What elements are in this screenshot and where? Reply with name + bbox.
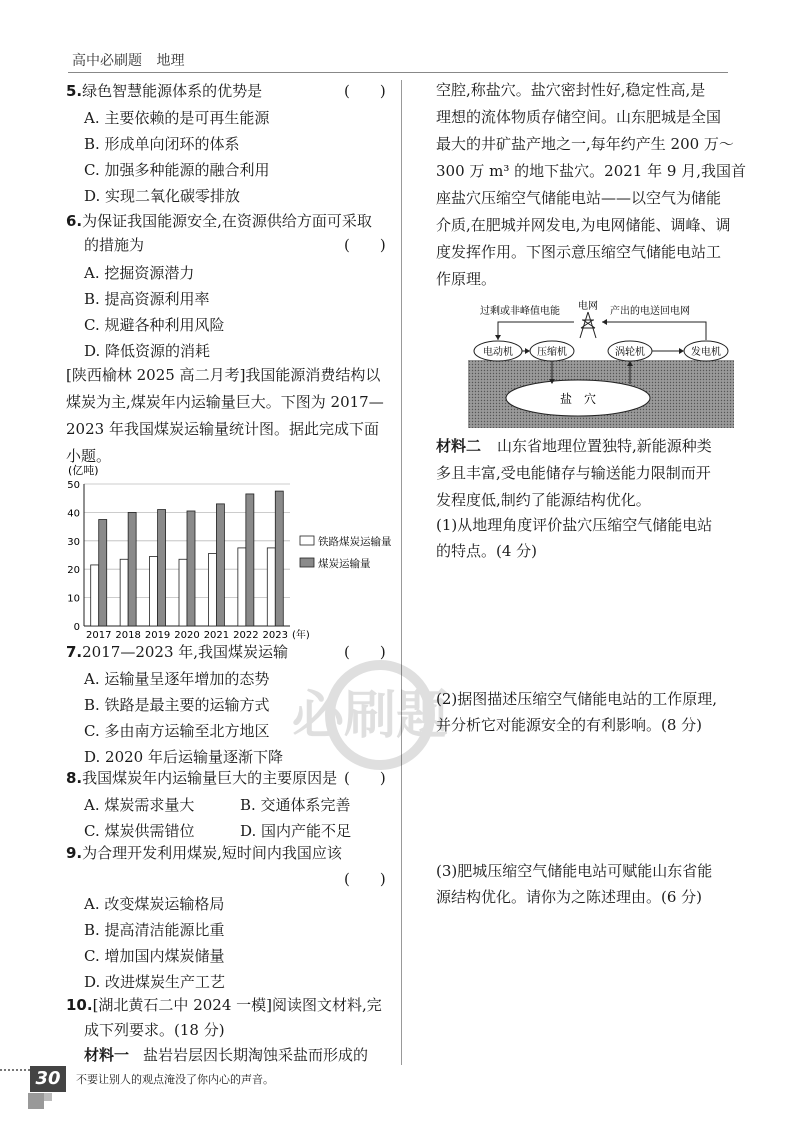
subq2-line-1: (2)据图描述压缩空气储能电站的工作原理, bbox=[436, 690, 718, 708]
legend-label: 铁路煤炭运输量 bbox=[318, 536, 392, 548]
material1-line-9: 作原理。 bbox=[436, 270, 497, 288]
q10-stem: 10.[湖北黄石二中 2024 一模]阅读图文材料,完 bbox=[66, 996, 382, 1014]
q10-stem-cont: 成下列要求。(18 分) bbox=[84, 1021, 225, 1039]
bar-total-2019 bbox=[158, 510, 166, 626]
material1-first-line: 材料一 盐岩岩层因长期淘蚀采盐而形成的 bbox=[84, 1046, 369, 1064]
x-tick-label: 2017 bbox=[85, 630, 112, 640]
bar-rail-2023 bbox=[267, 548, 275, 626]
y-tick-label: 40 bbox=[67, 508, 80, 520]
subq1-line-1: (1)从地理角度评价盐穴压缩空气储能电站 bbox=[436, 516, 713, 534]
coal-transport-chart bbox=[62, 460, 402, 640]
q8-option-d[interactable]: D. 国内产能不足 bbox=[240, 822, 352, 840]
x-tick-label: 2021 bbox=[203, 630, 230, 640]
y-tick-label: 50 bbox=[67, 480, 80, 491]
chart-svg bbox=[62, 460, 402, 640]
book-title: 高中必刷题 bbox=[72, 53, 142, 69]
q6-option-b[interactable]: B. 提高资源利用率 bbox=[84, 290, 210, 308]
turbine-label: 涡轮机 bbox=[615, 347, 645, 358]
q7-option-a[interactable]: A. 运输量呈逐年增加的态势 bbox=[84, 670, 270, 688]
q7-option-d[interactable]: D. 2020 年后运输量逐渐下降 bbox=[84, 748, 283, 766]
footer-deco-square bbox=[28, 1093, 44, 1109]
footer-motto: 不要让别人的观点淹没了你内心的声音。 bbox=[76, 1073, 274, 1086]
q5-option-c[interactable]: C. 加强多种能源的融合利用 bbox=[84, 161, 270, 179]
q8-stem: 8.我国煤炭年内运输量巨大的主要原因是 bbox=[66, 769, 338, 787]
q5-answer-paren[interactable]: ( ) bbox=[344, 82, 386, 100]
return-label: 产出的电送回电网 bbox=[610, 306, 690, 317]
subq1-line-2: 的特点。(4 分) bbox=[436, 542, 538, 560]
q6-stem-cont: 的措施为 bbox=[84, 236, 145, 254]
generator-label: 发电机 bbox=[691, 347, 721, 358]
y-tick-label: 0 bbox=[73, 622, 80, 633]
motor-label: 电动机 bbox=[483, 347, 513, 358]
material2-line-3: 发程度低,制约了能源结构优化。 bbox=[436, 491, 651, 509]
q7-answer-paren[interactable]: ( ) bbox=[344, 643, 386, 661]
grid-label: 电网 bbox=[578, 301, 598, 312]
x-tick-label: 2018 bbox=[115, 630, 141, 640]
material1-line-8: 度发挥作用。下图示意压缩空气储能电站工 bbox=[436, 243, 722, 261]
q6-answer-paren[interactable]: ( ) bbox=[344, 236, 386, 254]
q9-stem: 9.为合理开发利用煤炭,短时间内我国应该 bbox=[66, 844, 342, 862]
bar-total-2023 bbox=[275, 491, 283, 626]
chart-ylabel: (亿吨) bbox=[68, 464, 99, 477]
bar-total-2020 bbox=[187, 511, 195, 626]
y-tick-label: 10 bbox=[67, 593, 80, 605]
q5-option-b[interactable]: B. 形成单向闭环的体系 bbox=[84, 135, 240, 153]
legend-swatch bbox=[300, 558, 314, 567]
y-tick-label: 20 bbox=[67, 565, 80, 577]
q6-stem: 6.为保证我国能源安全,在资源供给方面可采取 bbox=[66, 212, 372, 230]
q9-option-d[interactable]: D. 改进煤炭生产工艺 bbox=[84, 973, 226, 991]
material1-line-7: 介质,在肥城并网发电,为电网储能、调峰、调 bbox=[436, 216, 731, 234]
bar-total-2022 bbox=[246, 494, 254, 626]
q9-option-c[interactable]: C. 增加国内煤炭储量 bbox=[84, 947, 225, 965]
subq2-line-2: 并分析它对能源安全的有利影响。(8 分) bbox=[436, 716, 703, 734]
q5-stem: 5.绿色智慧能源体系的优势是 bbox=[66, 82, 263, 100]
running-header bbox=[72, 50, 184, 70]
x-tick-label: 2020 bbox=[174, 630, 200, 640]
q9-option-b[interactable]: B. 提高清洁能源比重 bbox=[84, 921, 225, 939]
q7-option-b[interactable]: B. 铁路是最主要的运输方式 bbox=[84, 696, 270, 714]
bar-rail-2021 bbox=[208, 554, 216, 626]
material2-line-1: 材料二 山东省地理位置独特,新能源种类 bbox=[436, 437, 712, 455]
bar-rail-2020 bbox=[179, 559, 187, 626]
compressor-label: 压缩机 bbox=[537, 347, 567, 358]
subq3-line-1: (3)肥城压缩空气储能电站可赋能山东省能 bbox=[436, 862, 713, 880]
material1-line-6: 座盐穴压缩空气储能电站——以空气为储能 bbox=[436, 189, 722, 207]
q7-stem: 7.2017—2023 年,我国煤炭运输 bbox=[66, 643, 289, 661]
q9-option-a[interactable]: A. 改变煤炭运输格局 bbox=[84, 895, 225, 913]
q8-option-b[interactable]: B. 交通体系完善 bbox=[240, 796, 351, 814]
material1-line-2: 空腔,称盐穴。盐穴密封性好,稳定性高,是 bbox=[436, 81, 706, 99]
bar-rail-2022 bbox=[238, 548, 246, 626]
material1-line-5: 300 万 m³ 的地下盐穴。2021 年 9 月,我国首 bbox=[436, 162, 746, 180]
q6-option-c[interactable]: C. 规避各种利用风险 bbox=[84, 316, 225, 334]
q9-answer-paren[interactable]: ( ) bbox=[344, 870, 386, 888]
intro-line-1: [陕西榆林 2025 高二月考]我国能源消费结构以 bbox=[66, 366, 381, 384]
x-tick-label: 2019 bbox=[144, 630, 171, 640]
q5-option-d[interactable]: D. 实现二氧化碳零排放 bbox=[84, 187, 241, 205]
footer-dots bbox=[0, 1069, 30, 1071]
q7-option-c[interactable]: C. 多由南方运输至北方地区 bbox=[84, 722, 270, 740]
surplus-label: 过剩或非峰值电能 bbox=[480, 306, 560, 317]
y-tick-label: 30 bbox=[67, 536, 80, 548]
watermark-text: 必刷题 bbox=[291, 686, 449, 746]
material1-line-4: 最大的井矿盐产地之一,每年约产生 200 万～ bbox=[436, 135, 734, 153]
x-tick-label: 2023 bbox=[262, 630, 289, 640]
q6-option-d[interactable]: D. 降低资源的消耗 bbox=[84, 342, 211, 360]
bar-rail-2018 bbox=[120, 559, 128, 626]
q8-option-a[interactable]: A. 煤炭需求量大 bbox=[84, 796, 195, 814]
footer-deco-square-small bbox=[44, 1093, 52, 1101]
salt-cave-label: 盐 穴 bbox=[559, 392, 597, 406]
q5-option-a[interactable]: A. 主要依赖的是可再生能源 bbox=[84, 109, 270, 127]
q8-answer-paren[interactable]: ( ) bbox=[344, 769, 386, 787]
bar-total-2018 bbox=[128, 512, 136, 626]
bar-rail-2017 bbox=[91, 565, 99, 626]
power-tower-icon bbox=[580, 312, 596, 338]
intro-line-4: 小题。 bbox=[66, 447, 112, 465]
bar-total-2017 bbox=[99, 520, 107, 627]
x-tick-label: 2022 bbox=[233, 630, 259, 640]
material1-line-3: 理想的流体物质存储空间。山东肥城是全国 bbox=[436, 108, 722, 126]
x-unit-label: (年) bbox=[292, 630, 310, 640]
q6-option-a[interactable]: A. 挖掘资源潜力 bbox=[84, 264, 195, 282]
q8-option-c[interactable]: C. 煤炭供需错位 bbox=[84, 822, 195, 840]
page-number: 30 bbox=[30, 1066, 66, 1092]
header-rule bbox=[68, 72, 728, 73]
bar-rail-2019 bbox=[150, 556, 158, 626]
storage-diagram bbox=[468, 300, 734, 428]
legend-swatch bbox=[300, 536, 314, 545]
subq3-line-2: 源结构优化。请你为之陈述理由。(6 分) bbox=[436, 888, 703, 906]
bar-total-2021 bbox=[216, 504, 224, 626]
subject-title: 地理 bbox=[156, 53, 185, 69]
material2-line-2: 多且丰富,受电能储存与输送能力限制而开 bbox=[436, 464, 711, 482]
legend-label: 煤炭运输量 bbox=[318, 558, 371, 570]
intro-line-3: 2023 年我国煤炭运输量统计图。据此完成下面 bbox=[66, 420, 379, 438]
intro-line-2: 煤炭为主,煤炭年内运输量巨大。下图为 2017— bbox=[66, 393, 384, 411]
